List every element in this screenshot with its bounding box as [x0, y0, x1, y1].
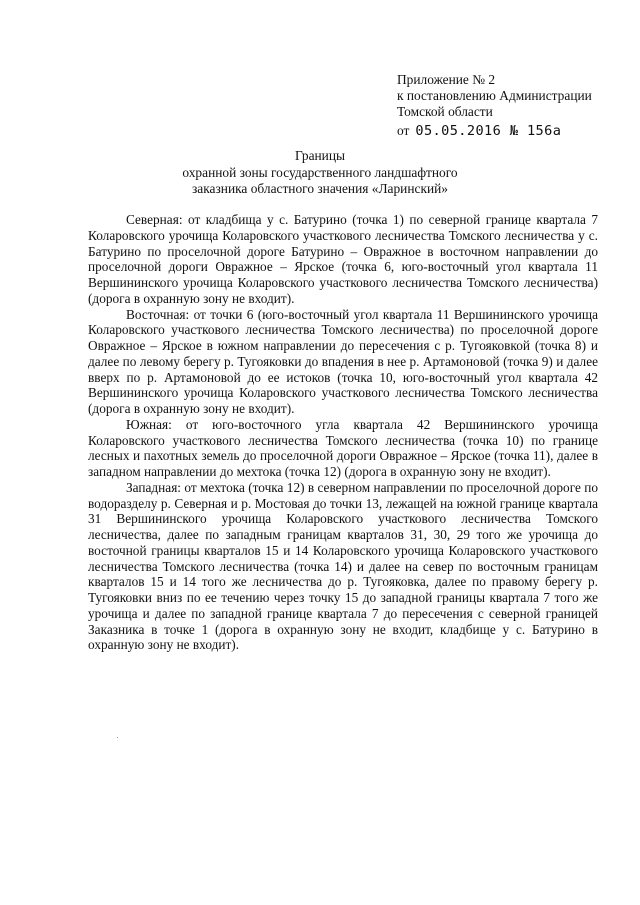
paragraph-southern-border: Южная: от юго-восточного угла квартала 42 Вершининского урочища Коларовского участкового лесничества Томского лесничества (точка 10) по границе лесных и пахотных земель до проселочной дороги Овражное – Ярское (точка 11), далее в западном направлении до мехтока (точка 12) (дорога в охранную зону не входит).	[88, 416, 598, 479]
resolution-reference: к постановлению Администрации	[397, 88, 592, 103]
paragraph-eastern-border: Восточная: от точки 6 (юго-восточный угол квартала 11 Вершининского урочища Коларовского участкового лесничества Томского лесничества) по проселочной дороге Овражное – Ярское в южном направлении до пересечения с р. Тугояковкой (точка 8) и далее по левому берегу р. Тугояковки до впадения в нее р. Артамоновой (точка 9) и далее вверх по р. Артамоновой до ее истоков (точка 10, юго-восточный угол квартала 42 Вершининского урочища Коларовского участкового лесничества Томского лесничества (дорога в охранную зону не входит).	[88, 306, 598, 416]
paragraph-northern-border: Северная: от кладбища у с. Батурино (точка 1) по северной границе квартала 7 Коларовского урочища Коларовского участкового лесничества Томского лесничества у с. Батурино по проселочной дороге Батурино – Овражное в восточном направлении до проселочной дороги Овражное – Ярское (точка 6, юго-восточный угол квартала 11 Вершининского урочища Коларовского участкового лесничества Томского лесничества) (дорога в охранную зону не входит).	[88, 212, 598, 306]
title-line-2: охранной зоны государственного ландшафтного	[182, 164, 458, 180]
title-line-3: заказника областного значения «Ларинский»	[192, 181, 448, 196]
date-prefix: от	[397, 123, 410, 138]
region-name: Томской области	[397, 104, 493, 119]
appendix-header	[397, 72, 627, 139]
document-body	[88, 212, 598, 653]
title-line-1: Границы	[294, 148, 346, 163]
scan-speck	[117, 737, 118, 738]
appendix-number: Приложение № 2	[397, 72, 496, 87]
date-number-stamp: 05.05.2016 № 156а	[415, 123, 562, 139]
paragraph-western-border: Западная: от мехтока (точка 12) в северном направлении по проселочной дороге по водоразделу р. Северная и р. Мостовая до точки 13, лежащей на южной границе квартала 31 Вершининского урочища Коларовского участкового лесничества Томского лесничества, далее по западным границам кварталов 31, 30, 29 того же урочища до восточной границы кварталов 15 и 14 Коларовского урочища Коларовского участкового лесничества Томского лесничества (точка 14) и далее на север по восточным границам кварталов 15 и 14 того же лесничества до р. Тугояковка, далее по правому берегу р. Тугояковки вниз по ее течению через точку 15 до западной границы квартала 7 того же урочища и далее по западной границе квартала 7 до пересечения с северной границей Заказника в точке 1 (дорога в охранную зону не входит, кладбище у с. Батурино в охранную зону не входит).	[88, 479, 598, 653]
date-number-row	[397, 123, 627, 139]
document-title	[110, 148, 530, 198]
